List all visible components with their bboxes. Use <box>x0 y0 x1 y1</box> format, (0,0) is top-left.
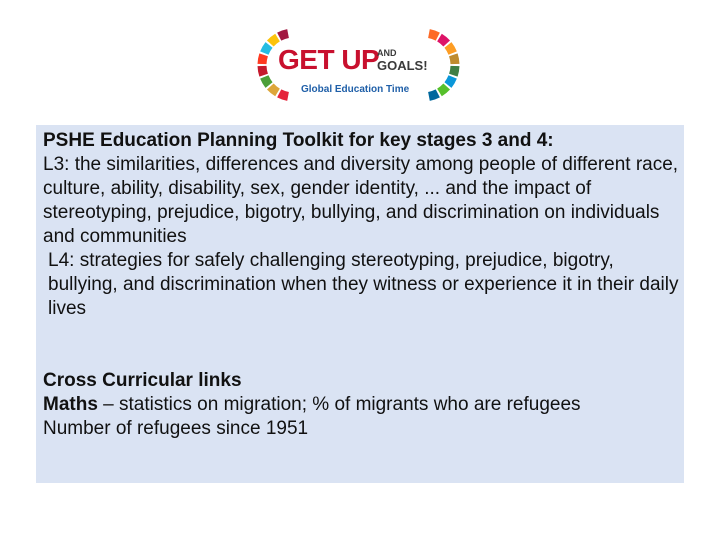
logo-main-text: GET UP <box>278 44 380 75</box>
content-text <box>43 129 679 441</box>
ring-segment <box>448 45 453 53</box>
pshe-heading: PSHE Education Planning Toolkit for key stages 3 and 4: <box>43 130 554 151</box>
ring-segment <box>439 38 446 44</box>
l3-objective: L3: the similarities, differences and diversity among people of different race, culture, ability, disability, sex, gender identity, ... and the impact of stereotyping, prejudice, bigotry, bullying, and discrimination on individuals and communities <box>43 154 679 247</box>
ring-segment <box>429 34 438 37</box>
ring-segment <box>270 87 277 93</box>
ring-segment <box>264 77 269 85</box>
refugees-line: Number of refugees since 1951 <box>43 418 309 439</box>
ring-segment <box>279 93 288 96</box>
ring-segment <box>439 87 446 93</box>
ring-segment <box>262 66 264 75</box>
ring-segment <box>448 77 453 85</box>
maths-link <box>43 393 679 417</box>
ring-segment <box>264 45 269 53</box>
ring-segment <box>270 38 277 44</box>
l4-objective: L4: strategies for safely challenging stereotyping, prejudice, bigotry, bullying, and discrimination when they witness or experience it in their daily lives <box>48 250 679 319</box>
ring-segment <box>429 93 438 96</box>
maths-text: – statistics on migration; % of migrants who are refugees <box>97 394 581 415</box>
content-box <box>36 125 684 483</box>
logo-and-text: AND <box>377 48 397 58</box>
spacer <box>43 321 679 369</box>
ring-segment <box>262 55 264 64</box>
ring-segment <box>453 55 455 64</box>
get-up-and-goals-logo <box>256 26 461 104</box>
logo-goals-text: GOALS! <box>377 58 428 73</box>
logo-subtitle: Global Education Time <box>301 84 410 95</box>
maths-label: Maths <box>43 394 98 415</box>
ring-segment <box>279 34 288 37</box>
ring-segment <box>453 66 455 75</box>
cross-curricular-heading: Cross Curricular links <box>43 370 242 391</box>
